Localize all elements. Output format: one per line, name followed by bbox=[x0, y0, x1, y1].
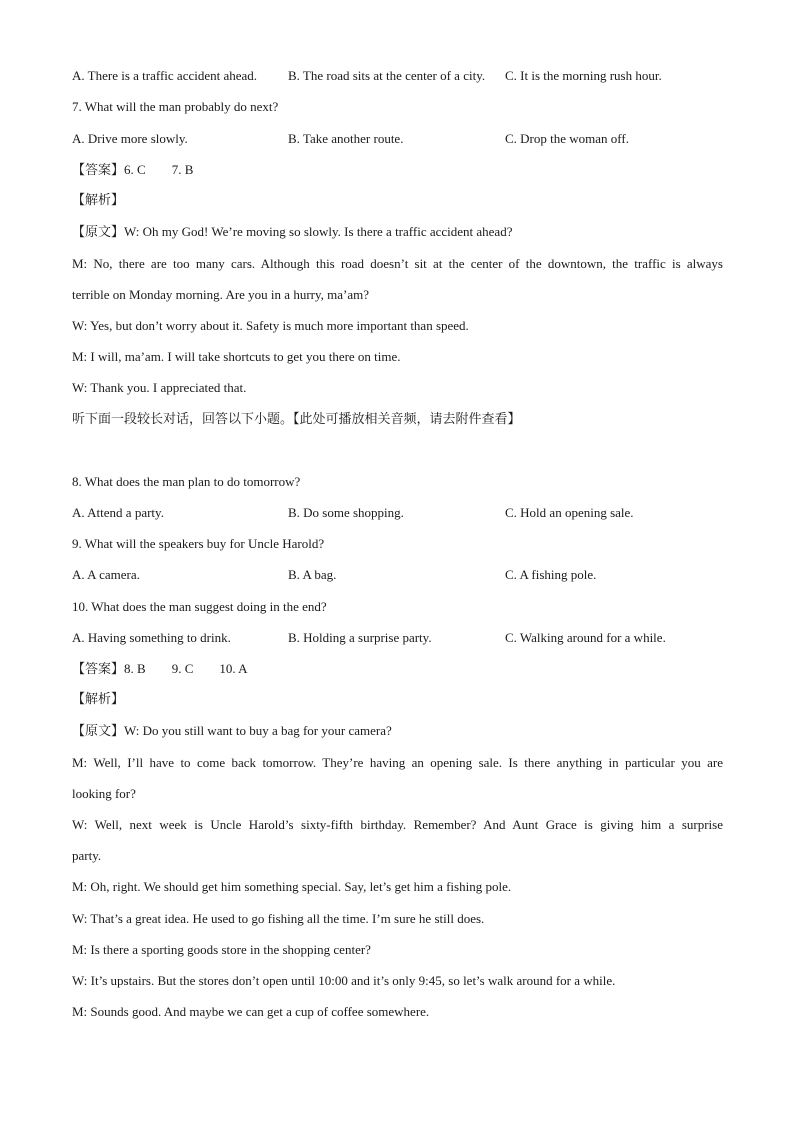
analysis-tag-1: 【解析】 bbox=[72, 193, 125, 208]
q6-option-b: B. The road sits at the center of a city. bbox=[288, 68, 486, 83]
transcript-2-line-3: looking for? bbox=[72, 786, 136, 801]
q9-option-a: A. A camera. bbox=[72, 567, 140, 582]
transcript-1-line-2: M: No, there are too many cars. Although this road doesn’t sit at the center of the downtown, the traffic is always bbox=[72, 256, 723, 271]
transcript-2-line-1 bbox=[72, 723, 392, 740]
answer-line-1 bbox=[72, 162, 193, 179]
section-instruction: 听下面一段较长对话，回答以下小题。【此处可播放相关音频，请去附件查看】 bbox=[72, 412, 521, 427]
transcript-1-line-5: M: I will, ma’am. I will take shortcuts to get you there on time. bbox=[72, 349, 401, 364]
q7-option-c: C. Drop the woman off. bbox=[505, 131, 629, 146]
q9-question: 9. What will the speakers buy for Uncle Harold? bbox=[72, 536, 325, 551]
q8-option-c: C. Hold an opening sale. bbox=[505, 505, 634, 520]
answer-9: 9. C bbox=[171, 661, 194, 676]
transcript-2-line-9: W: It’s upstairs. But the stores don’t open until 10:00 and it’s only 9:45, so let’s walk around for a while. bbox=[72, 973, 616, 988]
transcript-text: W: Oh my God! We’re moving so slowly. Is there a traffic accident ahead? bbox=[124, 224, 513, 239]
answer-6: 6. C bbox=[124, 162, 146, 177]
transcript-tag: 【原文】 bbox=[72, 225, 125, 240]
transcript-2-line-5: party. bbox=[72, 848, 102, 863]
transcript-2-line-8: M: Is there a sporting goods store in the shopping center? bbox=[72, 942, 371, 957]
transcript-2-line-10: M: Sounds good. And maybe we can get a cup of coffee somewhere. bbox=[72, 1004, 430, 1019]
q8-question: 8. What does the man plan to do tomorrow? bbox=[72, 474, 301, 489]
q7-question: 7. What will the man probably do next? bbox=[72, 99, 279, 114]
q9-option-c: C. A fishing pole. bbox=[505, 567, 597, 582]
transcript-text: W: Do you still want to buy a bag for your camera? bbox=[124, 723, 392, 738]
q9-option-b: B. A bag. bbox=[288, 567, 337, 582]
transcript-2-line-6: M: Oh, right. We should get him something special. Say, let’s get him a fishing pole. bbox=[72, 879, 512, 894]
answer-tag: 【答案】 bbox=[72, 163, 125, 178]
q10-question: 10. What does the man suggest doing in the end? bbox=[72, 599, 327, 614]
answer-tag: 【答案】 bbox=[72, 662, 125, 677]
transcript-1-line-1 bbox=[72, 224, 512, 241]
answer-8: 8. B bbox=[124, 661, 146, 676]
transcript-2-line-4: W: Well, next week is Uncle Harold’s sixty-fifth birthday. Remember? And Aunt Grace is giving him a surprise bbox=[72, 817, 723, 832]
transcript-tag: 【原文】 bbox=[72, 724, 125, 739]
answer-line-2 bbox=[72, 661, 248, 678]
analysis-tag-2: 【解析】 bbox=[72, 692, 125, 707]
q10-option-c: C. Walking around for a while. bbox=[505, 630, 666, 645]
q7-option-b: B. Take another route. bbox=[288, 131, 404, 146]
transcript-1-line-4: W: Yes, but don’t worry about it. Safety is much more important than speed. bbox=[72, 318, 469, 333]
q6-option-c: C. It is the morning rush hour. bbox=[505, 68, 662, 83]
answer-10: 10. A bbox=[219, 661, 248, 676]
q8-option-a: A. Attend a party. bbox=[72, 505, 164, 520]
q6-option-a: A. There is a traffic accident ahead. bbox=[72, 68, 258, 83]
transcript-2-line-7: W: That’s a great idea. He used to go fishing all the time. I’m sure he still does. bbox=[72, 911, 485, 926]
q10-option-b: B. Holding a surprise party. bbox=[288, 630, 432, 645]
q8-option-b: B. Do some shopping. bbox=[288, 505, 404, 520]
q7-option-a: A. Drive more slowly. bbox=[72, 131, 188, 146]
transcript-2-line-2: M: Well, I’ll have to come back tomorrow. They’re having an opening sale. Is there anything in particular you are bbox=[72, 755, 723, 770]
answer-7: 7. B bbox=[171, 162, 194, 177]
transcript-1-line-3: terrible on Monday morning. Are you in a hurry, ma’am? bbox=[72, 287, 369, 302]
transcript-1-line-6: W: Thank you. I appreciated that. bbox=[72, 380, 247, 395]
q10-option-a: A. Having something to drink. bbox=[72, 630, 231, 645]
